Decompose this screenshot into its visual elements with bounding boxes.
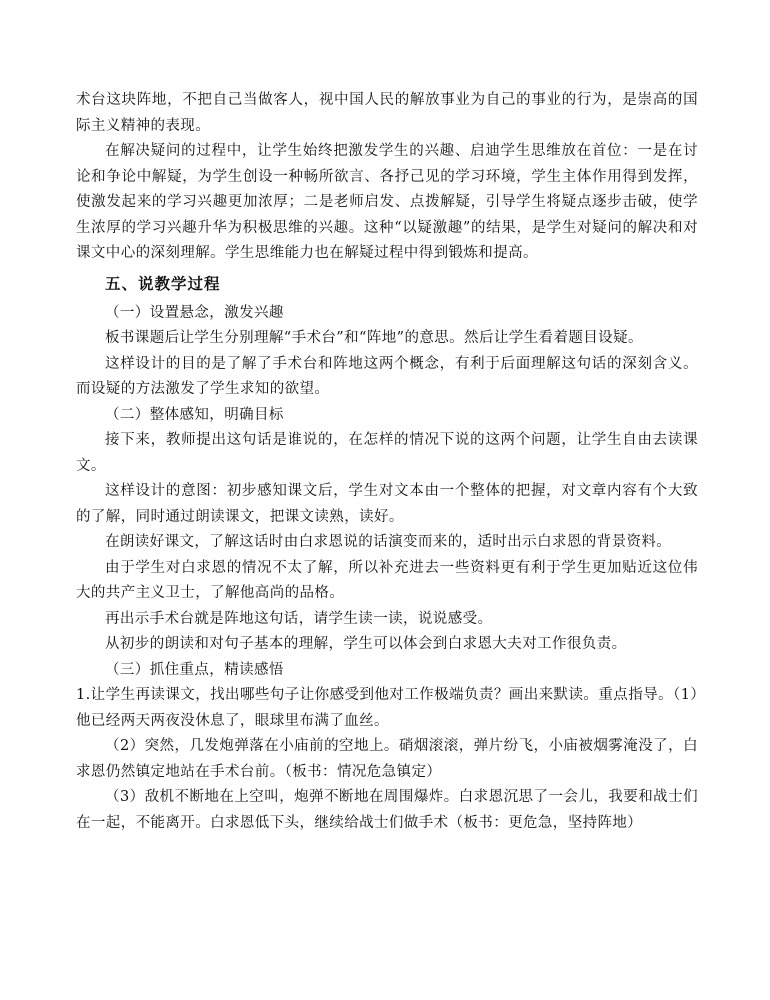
body-paragraph: 这样设计的意图：初步感知课文后，学生对文本由一个整体的把握，对文章内容有个大致的了解，同时通过朗读课文，把课文读熟，读好。 [76, 483, 698, 525]
body-paragraph: 在朗读好课文，了解这话时由白求恩说的话演变而来的，适时出示白求恩的背景资料。 [105, 534, 672, 550]
body-paragraph: 从初步的朗读和对句子基本的理解，学生可以体会到白求恩大夫对工作很负责。 [105, 636, 627, 652]
body-paragraph: 在解决疑问的过程中，让学生始终把激发学生的兴趣、启迪学生思维放在首位：一是在讨论和争论中解疑，为学生创设一种畅所欲言、各抒己见的学习环境，学生主体作用得到发挥，使激发起来的学习兴趣更加浓厚；二是老师启发、点拨解疑，引导学生将疑点逐步击破，使学生浓厚的学习兴趣升华为积极思维的兴趣。这种“以疑激趣”的结果，是学生对疑问的解决和对课文中心的深刻理解。学生思维能力也在解疑过程中得到锻炼和提高。 [76, 143, 698, 261]
body-paragraph: 术台这块阵地，不把自己当做客人，视中国人民的解放事业为自己的事业的行为，是崇高的国际主义精神的表现。 [76, 92, 698, 134]
document-page [76, 88, 698, 836]
body-paragraph: （2）突然，几发炮弹落在小庙前的空地上。硝烟滚滚，弹片纷飞，小庙被烟雾淹没了，白求恩仍然镇定地站在手术台前。（板书：情况危急镇定） [76, 738, 698, 780]
body-paragraph: 1.让学生再读课文，找出哪些句子让你感受到他对工作极端负责？画出来默读。重点指导。（1）他已经两天两夜没休息了，眼球里布满了血丝。 [76, 687, 698, 729]
subsection-title: （三）抓住重点，精读感悟 [105, 661, 284, 678]
subsection-title: （一）设置悬念，激发兴趣 [105, 304, 284, 321]
body-paragraph: 这样设计的目的是了解了手术台和阵地这两个概念，有利于后面理解这句话的深刻含义。而设疑的方法激发了学生求知的欲望。 [76, 355, 698, 397]
body-paragraph: 接下来，教师提出这句话是谁说的，在怎样的情况下说的这两个问题，让学生自由去读课文。 [76, 432, 698, 474]
subsection-title: （二）整体感知，明确目标 [105, 406, 284, 423]
section-heading: 五、说教学过程 [105, 274, 221, 293]
body-paragraph: 由于学生对白求恩的情况不太了解，所以补充进去一些资料更有利于学生更加贴近这位伟大的共产主义卫士，了解他高尚的品格。 [76, 559, 698, 601]
body-paragraph: 板书课题后让学生分别理解“手术台”和“阵地”的意思。然后让学生看着题目设疑。 [105, 330, 643, 346]
body-paragraph: （3）敌机不断地在上空叫，炮弹不断地在周围爆炸。白求恩沉思了一会儿，我要和战士们在一起，不能离开。白求恩低下头，继续给战士们做手术（板书：更危急，坚持阵地） [76, 789, 698, 831]
body-paragraph: 再出示手术台就是阵地这句话，请学生读一读，说说感受。 [105, 610, 493, 627]
